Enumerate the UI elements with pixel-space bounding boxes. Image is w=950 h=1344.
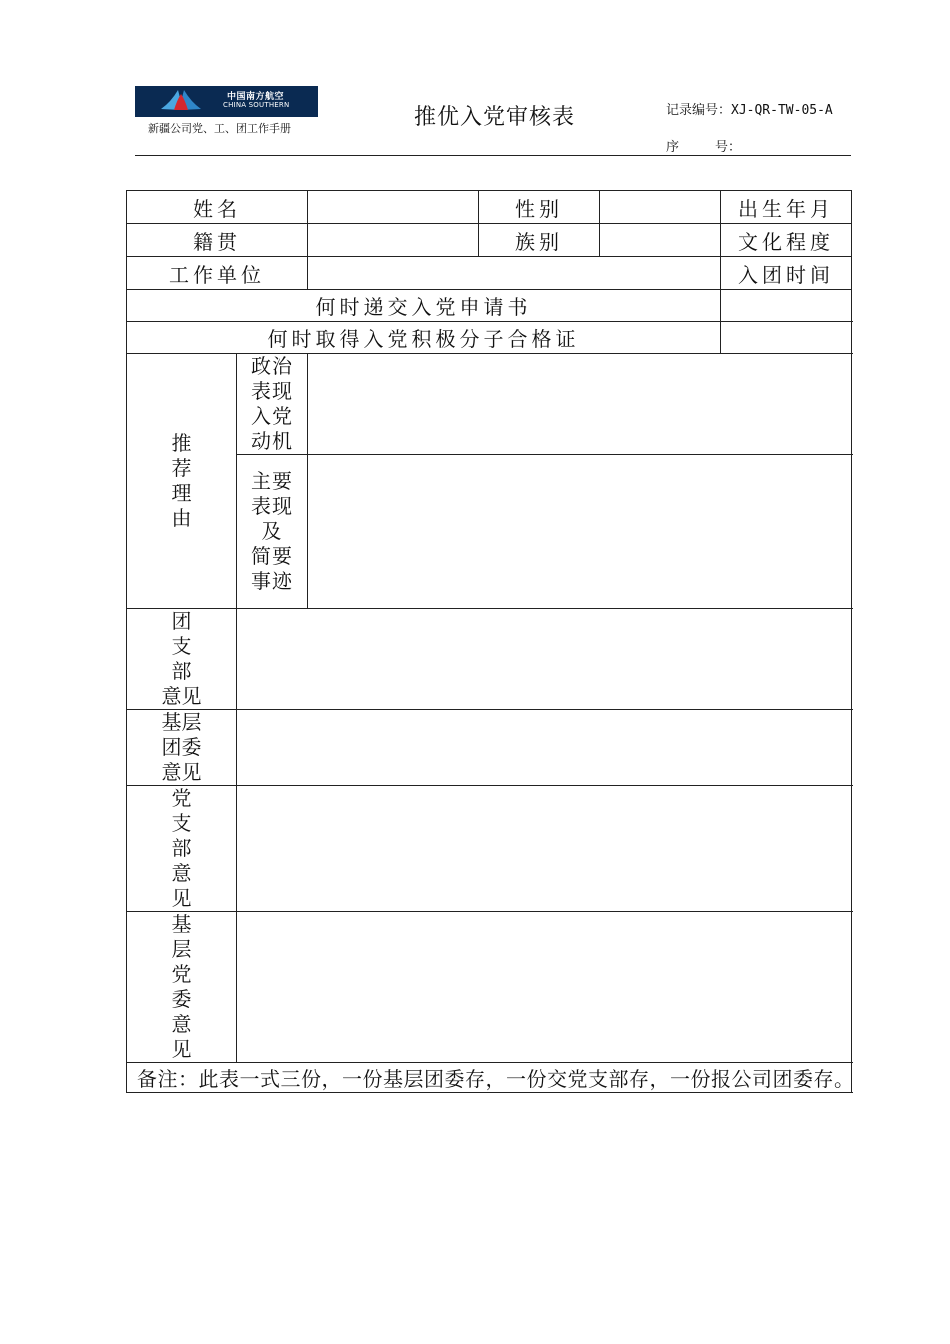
logo-text-en: CHINA SOUTHERN [223,101,290,109]
ethnicity-value[interactable] [600,224,721,257]
table-row [127,354,852,455]
form-note: 备注：此表一式三份，一份基层团委存，一份交党支部存，一份报公司团委存。 [127,1063,852,1093]
grassroots-party-opinion-label [127,912,237,1063]
gender-value[interactable] [600,191,721,224]
table-row [127,191,852,224]
seq-label-2: 号： [715,140,742,155]
performance-text: 主要 表现 及 简要 事迹 [251,469,293,593]
political-text: 政治 表现 入党 动机 [251,354,293,453]
work-unit-label: 工作单位 [127,257,308,290]
birth-label: 出生年月 [721,191,852,224]
origin-value[interactable] [308,224,479,257]
record-number: 记录编号：XJ-QR-TW-05-A [666,103,833,118]
political-label [237,354,308,455]
logo-text-cn: 中国南方航空 [227,92,285,102]
table-row [127,1063,852,1093]
branch-opinion-label [127,609,237,710]
recommend-reason-text: 推 荐 理 由 [171,431,192,530]
document-header [0,0,950,160]
branch-opinion-text: 团 支 部 意见 [161,609,202,708]
activist-cert-label: 何时取得入党积极分子合格证 [127,322,721,354]
table-row [127,786,852,912]
political-value[interactable] [308,354,852,455]
kapok-flower-icon [157,88,205,112]
origin-label: 籍贯 [127,224,308,257]
grassroots-party-opinion-value[interactable] [237,912,852,1063]
application-time-value[interactable] [721,290,852,322]
performance-value[interactable] [308,455,852,609]
review-form-table [126,190,855,1093]
work-unit-value[interactable] [308,257,721,290]
branch-opinion-value[interactable] [237,609,852,710]
china-southern-logo [135,86,318,115]
application-time-label: 何时递交入党申请书 [127,290,721,322]
table-row [127,710,852,786]
party-branch-opinion-value[interactable] [237,786,852,912]
table-row [127,257,852,290]
ethnicity-label: 族别 [479,224,600,257]
logo-underline [135,115,318,117]
activist-cert-value[interactable] [721,322,852,354]
table-row [127,290,852,322]
table-row [127,322,852,354]
name-value[interactable] [308,191,479,224]
grassroots-league-opinion-label [127,710,237,786]
form-title: 推优入党审核表 [414,105,576,130]
grassroots-party-opinion-text: 基 层 党 委 意 见 [171,912,192,1061]
table-row [127,224,852,257]
grassroots-league-opinion-text: 基层 团委 意见 [161,710,202,784]
gender-label: 性别 [479,191,600,224]
grassroots-league-opinion-value[interactable] [237,710,852,786]
recommend-reason-label [127,354,237,609]
table-row [127,609,852,710]
seq-label-1: 序 [666,140,680,155]
name-label: 姓名 [127,191,308,224]
manual-subtitle: 新疆公司党、工、团工作手册 [148,122,291,135]
party-branch-opinion-label [127,786,237,912]
sequence-number [666,136,741,155]
education-label: 文化程度 [721,224,852,257]
performance-label [237,455,308,609]
header-rule [135,155,851,156]
table-row [127,912,852,1063]
party-branch-opinion-text: 党 支 部 意 见 [171,786,192,910]
join-league-time-label: 入团时间 [721,257,852,290]
